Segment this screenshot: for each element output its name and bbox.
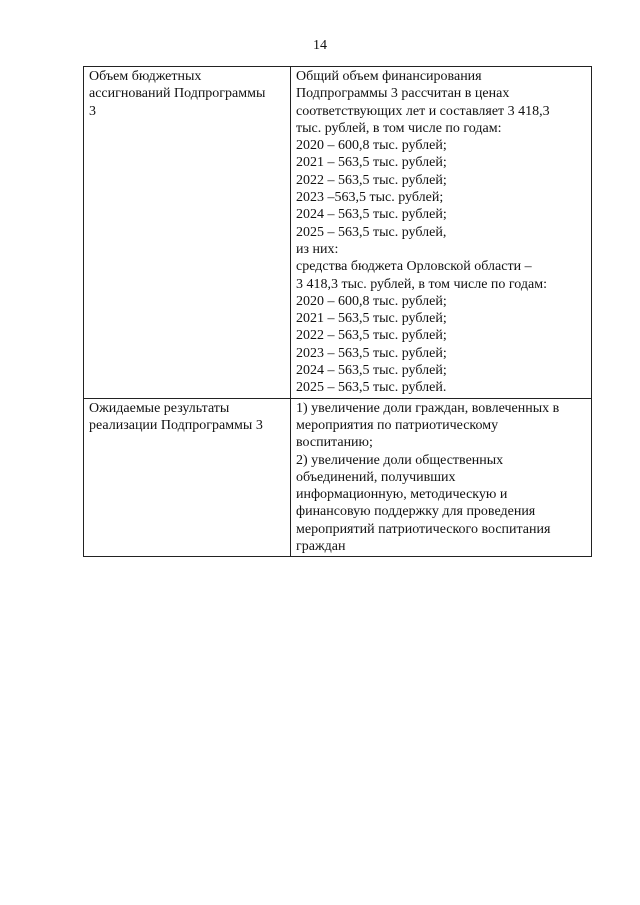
content-line: объединений, получивших xyxy=(296,469,456,485)
table-row xyxy=(84,67,592,399)
label-line: реализации Подпрограммы 3 xyxy=(89,417,263,433)
row-label-cell xyxy=(84,67,291,399)
content-line: 1) увеличение доли граждан, вовлеченных в xyxy=(296,400,560,416)
label-line: Ожидаемые результаты xyxy=(89,400,230,416)
label-line: 3 xyxy=(89,103,96,119)
content-line: финансовую поддержку для проведения xyxy=(296,504,536,520)
content-line: 2) увеличение доли общественных xyxy=(296,452,504,468)
content-line: тыс. рублей, в том числе по годам: xyxy=(296,120,502,136)
content-line: 2024 – 563,5 тыс. рублей; xyxy=(296,363,447,379)
content-line: 2022 – 563,5 тыс. рублей; xyxy=(296,172,447,188)
content-line: 2021 – 563,5 тыс. рублей; xyxy=(296,311,447,327)
content-line: 3 418,3 тыс. рублей, в том числе по годам: xyxy=(296,276,547,292)
content-line: информационную, методическую и xyxy=(296,487,508,503)
content-line: воспитанию; xyxy=(296,435,373,451)
subprogram-passport-table xyxy=(83,66,592,557)
table-row xyxy=(84,398,592,557)
content-line: из них: xyxy=(296,241,339,257)
content-line: Подпрограммы 3 рассчитан в ценах xyxy=(296,86,510,102)
content-line: 2020 – 600,8 тыс. рублей; xyxy=(296,138,447,154)
table-body xyxy=(84,67,592,557)
content-line: 2023 –563,5 тыс. рублей; xyxy=(296,190,444,206)
content-line: Общий объем финансирования xyxy=(296,69,482,84)
page-number: 14 xyxy=(313,38,327,53)
content-line: 2023 – 563,5 тыс. рублей; xyxy=(296,345,447,361)
content-line: мероприятия по патриотическому xyxy=(296,417,499,433)
label-line: ассигнований Подпрограммы xyxy=(89,86,266,102)
content-line: граждан xyxy=(296,539,346,555)
row-label-cell xyxy=(84,398,291,557)
content-line: средства бюджета Орловской области – xyxy=(296,259,532,275)
content-line: мероприятий патриотического воспитания xyxy=(296,521,551,537)
content-line: 2022 – 563,5 тыс. рублей; xyxy=(296,328,447,344)
content-line: 2020 – 600,8 тыс. рублей; xyxy=(296,293,447,309)
content-line: 2025 – 563,5 тыс. рублей, xyxy=(296,224,447,240)
label-line: Объем бюджетных xyxy=(89,69,202,84)
content-line: 2025 – 563,5 тыс. рублей. xyxy=(296,380,447,396)
content-line: 2021 – 563,5 тыс. рублей; xyxy=(296,155,447,171)
content-line: 2024 – 563,5 тыс. рублей; xyxy=(296,207,447,223)
row-content-cell xyxy=(291,398,592,557)
row-content-cell xyxy=(291,67,592,399)
content-line: соответствующих лет и составляет 3 418,3 xyxy=(296,103,550,119)
